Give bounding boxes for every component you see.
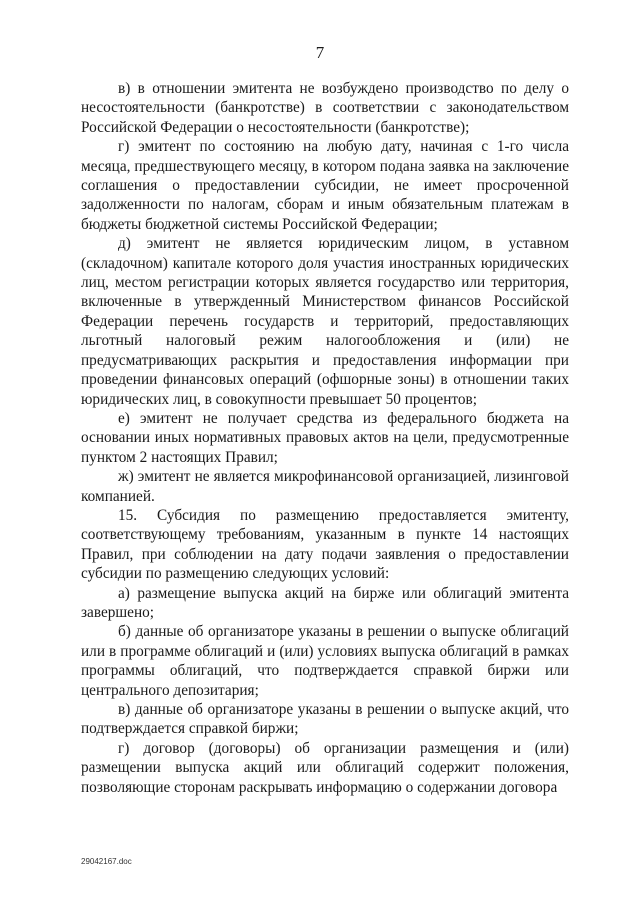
document-filename-footer: 29042167.doc — [81, 857, 132, 866]
paragraph-14zh: ж) эмитент не является микрофинансовой организацией, лизинговой компанией. — [81, 468, 569, 505]
page-number: 7 — [315, 43, 325, 62]
paragraph-14d: д) эмитент не является юридическим лицом, в уставном (складочном) капитале которого доля участия иностранных юридических лиц, местом регистрации которых является государство или территория, включенные в утвержденный Министерством финансов Российской Федерации перечень государств и территорий, предоставляющих льготный налоговый режим налогообложения и (или) не предусматривающих раскрытия и предоставления информации при проведении финансовых операций (офшорные зоны) в отношении таких юридических лиц, в совокупности превышает 50 процентов; — [81, 235, 569, 408]
paragraph-15b: б) данные об организаторе указаны в решении о выпуске облигаций или в программе облигаций и (или) условиях выпуска облигаций в рамках программы облигаций, что подтверждается справкой биржи или центрального депозитария; — [81, 623, 569, 699]
document-body — [81, 79, 569, 797]
paragraph-15a: а) размещение выпуска акций на бирже или облигаций эмитента завершено; — [81, 584, 569, 621]
paragraph-14e: е) эмитент не получает средства из федерального бюджета на основании иных нормативных правовых актов на цели, предусмотренные пунктом 2 настоящих Правил; — [81, 409, 569, 466]
paragraph-15v: в) данные об организаторе указаны в решении о выпуске акций, что подтверждается справкой биржи; — [81, 701, 569, 738]
paragraph-15: 15. Субсидия по размещению предоставляется эмитенту, соответствующему требованиям, указанным в пункте 14 настоящих Правил, при соблюдении на дату подачи заявления о предоставлении субсидии по размещению следующих условий: — [81, 506, 569, 583]
paragraph-14g: г) эмитент по состоянию на любую дату, начиная с 1-го числа месяца, предшествующего месяцу, в котором подана заявка на заключение соглашения о предоставлении субсидии, не имеет просроченной задолженности по налогам, сборам и иным обязательным платежам в бюджеты бюджетной системы Российской Федерации; — [81, 138, 569, 233]
paragraph-14v: в) в отношении эмитента не возбуждено производство по делу о несостоятельности (банкротстве) в соответствии с законодательством Российской Федерации о несостоятельности (банкротстве); — [81, 80, 569, 136]
paragraph-15g: г) договор (договоры) об организации размещения и (или) размещении выпуска акций или облигаций содержит положения, позволяющие сторонам раскрывать информацию о содержании договора — [81, 739, 569, 796]
